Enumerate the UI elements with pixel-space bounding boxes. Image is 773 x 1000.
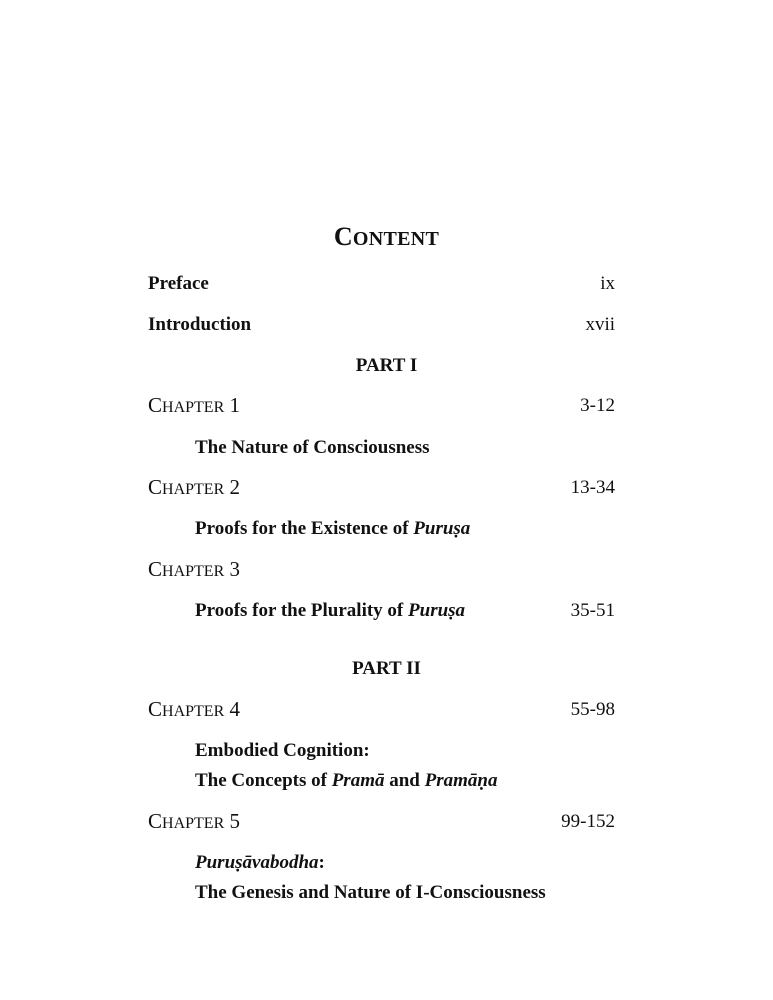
page-title xyxy=(0,224,773,250)
chapter-5-title-line-1[interactable] xyxy=(195,853,325,872)
chapter-2-title-italic: Puruṣa xyxy=(413,518,471,539)
toc-entry-chapter-4[interactable] xyxy=(148,699,240,720)
part-heading-2: PART II xyxy=(352,658,421,679)
page-number-chapter-2: 13-34 xyxy=(570,477,615,498)
chapter-number: 3 xyxy=(229,557,240,581)
chapter-prefix-rest: HAPTER xyxy=(162,703,225,720)
title-initial: C xyxy=(333,222,353,251)
chapter-4-title-line-1[interactable]: Embodied Cognition: xyxy=(195,740,370,761)
chapter-4-title-line-2[interactable] xyxy=(195,771,497,790)
toc-entry-chapter-1[interactable] xyxy=(148,395,240,416)
chapter-prefix-rest: HAPTER xyxy=(162,399,225,416)
chapter-4-title-italic-prama: Pramā xyxy=(331,770,385,791)
chapter-4-title-text-and: and xyxy=(384,770,425,791)
toc-entry-preface[interactable]: Preface xyxy=(148,273,209,294)
chapter-prefix-initial: C xyxy=(148,809,163,833)
chapter-prefix-rest: HAPTER xyxy=(162,563,225,580)
page-number-chapter-3: 35-51 xyxy=(570,600,615,621)
chapter-5-title-italic: Puruṣāvabodha xyxy=(195,852,319,873)
chapter-4-title-text-a: The Concepts of xyxy=(195,770,332,791)
chapter-number: 1 xyxy=(229,393,240,417)
toc-entry-chapter-5[interactable] xyxy=(148,811,240,832)
chapter-prefix-rest: HAPTER xyxy=(162,815,225,832)
page-number-preface: ix xyxy=(600,273,615,294)
chapter-prefix-initial: C xyxy=(148,393,163,417)
chapter-number: 2 xyxy=(229,475,240,499)
chapter-2-title[interactable] xyxy=(195,519,470,538)
chapter-number: 4 xyxy=(229,697,240,721)
title-rest: ONTENT xyxy=(352,228,440,250)
page-number-chapter-5: 99-152 xyxy=(561,811,615,832)
chapter-5-title-line-2[interactable]: The Genesis and Nature of I-Consciousness xyxy=(195,882,546,903)
chapter-2-title-text: Proofs for the Existence of xyxy=(195,518,414,539)
page-number-introduction: xvii xyxy=(585,314,615,335)
page-number-chapter-1: 3-12 xyxy=(580,395,615,416)
chapter-5-title-colon: : xyxy=(318,852,325,873)
chapter-number: 5 xyxy=(229,809,240,833)
page-number-chapter-4: 55-98 xyxy=(570,699,615,720)
chapter-1-title[interactable]: The Nature of Consciousness xyxy=(195,437,430,458)
toc-entry-chapter-2[interactable] xyxy=(148,477,240,498)
toc-entry-introduction[interactable]: Introduction xyxy=(148,314,252,335)
chapter-prefix-rest: HAPTER xyxy=(162,481,225,498)
chapter-prefix-initial: C xyxy=(148,557,163,581)
chapter-4-title-italic-pramana: Pramāṇa xyxy=(424,770,498,791)
chapter-3-title-text: Proofs for the Plurality of xyxy=(195,600,409,621)
toc-entry-chapter-3[interactable] xyxy=(148,559,240,580)
chapter-prefix-initial: C xyxy=(148,475,163,499)
chapter-prefix-initial: C xyxy=(148,697,163,721)
part-heading-1: PART I xyxy=(355,355,418,376)
chapter-3-title-italic: Puruṣa xyxy=(408,600,466,621)
chapter-3-title[interactable] xyxy=(195,601,465,620)
